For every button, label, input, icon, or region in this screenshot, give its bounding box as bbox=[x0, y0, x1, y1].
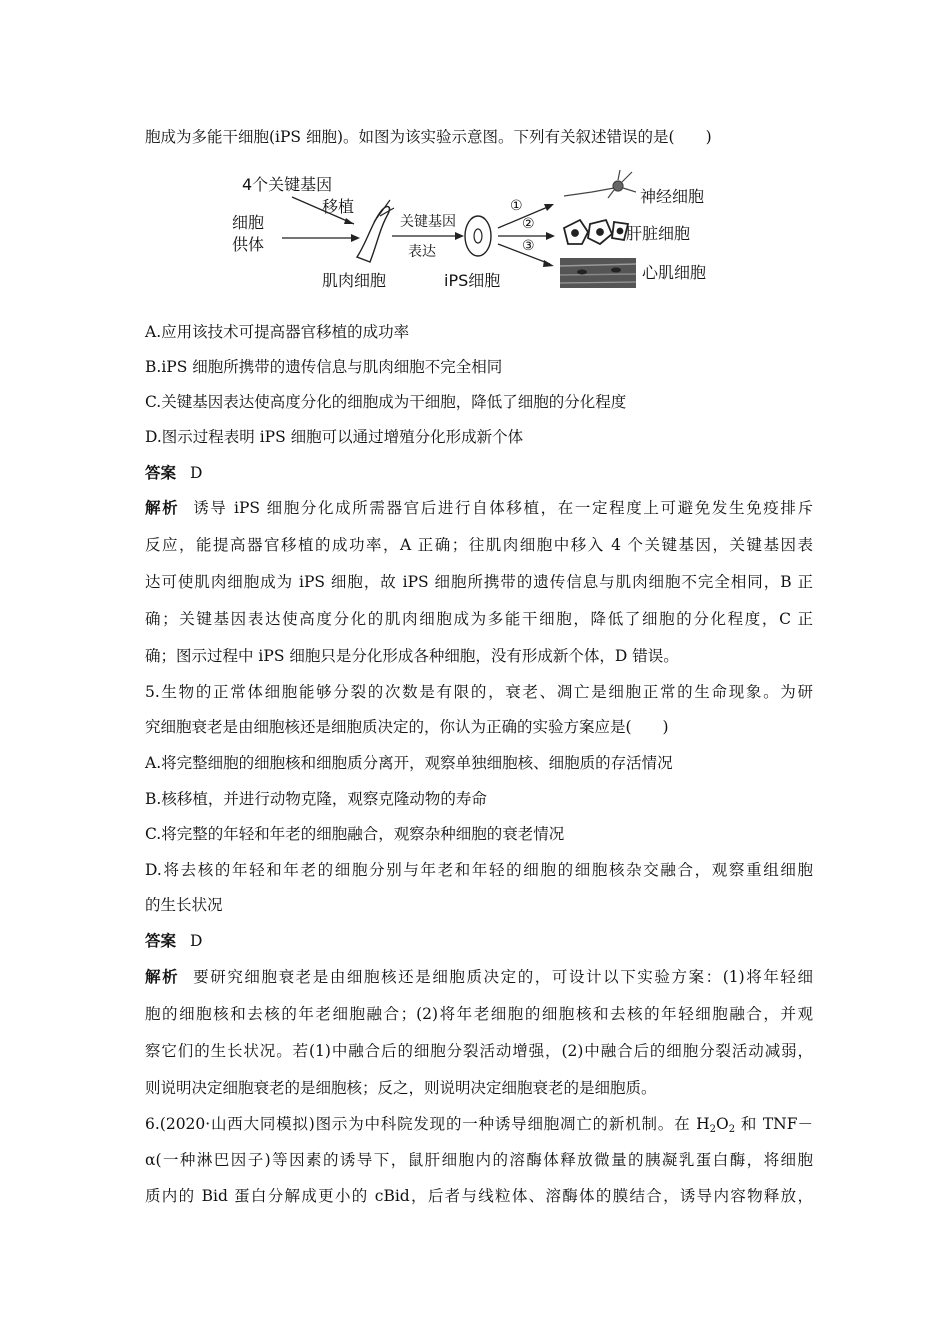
q4-option-d: D.图示过程表明 iPS 细胞可以通过增殖分化形成新个体 bbox=[145, 428, 524, 446]
q6-line1-part2: 和 TNF－ bbox=[735, 1115, 814, 1133]
q4-analysis-line-4: 确；关键基因表达使高度分化的肌肉细胞成为多能干细胞，降低了细胞的分化程度，C 正 bbox=[145, 610, 813, 628]
q4-answer bbox=[145, 462, 813, 484]
q6-o-subscript: 2 bbox=[728, 1124, 736, 1135]
arrow-head-r1 bbox=[544, 204, 554, 211]
arrow-head-3 bbox=[455, 232, 464, 240]
q5-option-b: B.核移植，并进行动物克隆，观察克隆动物的寿命 bbox=[145, 790, 487, 808]
q4-option-b: B.iPS 细胞所携带的遗传信息与肌肉细胞不完全相同 bbox=[145, 358, 503, 376]
label-donor-2: 供体 bbox=[232, 235, 265, 254]
muscle-cell-shape bbox=[357, 207, 389, 262]
label-route-2: ② bbox=[522, 216, 535, 232]
q5-option-c: C.将完整的年轻和年老的细胞融合，观察杂种细胞的衰老情况 bbox=[145, 825, 565, 843]
liver-cells-image bbox=[564, 220, 628, 244]
q6-o-letter: O bbox=[716, 1115, 729, 1133]
label-ips-cell: iPS细胞 bbox=[444, 271, 501, 290]
q5-option-a: A.将完整细胞的细胞核和细胞质分离开，观察单独细胞核、细胞质的存活情况 bbox=[145, 754, 673, 772]
label-four-key-genes: 4个关键基因 bbox=[242, 175, 333, 194]
q4-analysis-line-5: 确；图示过程中 iPS 细胞只是分化形成各种细胞，没有形成新个体，D 错误。 bbox=[145, 647, 679, 665]
arrow-head-1 bbox=[344, 218, 354, 224]
label-key-gene: 关键基因 bbox=[400, 214, 456, 230]
q5-answer-value: D bbox=[190, 932, 203, 950]
neuron-image bbox=[564, 170, 636, 198]
q6-stem-line-1 bbox=[145, 1113, 813, 1135]
q4-answer-label: 答案 bbox=[145, 463, 177, 482]
q4-analysis-line-1 bbox=[145, 497, 813, 519]
ips-cell-outer bbox=[465, 216, 491, 256]
label-neuron: 神经细胞 bbox=[640, 187, 705, 206]
q5-analysis-label: 解析 bbox=[145, 967, 180, 986]
arrow-head-r2 bbox=[546, 232, 555, 240]
q5-option-d-cont: 的生长状况 bbox=[145, 896, 223, 914]
label-liver: 肝脏细胞 bbox=[626, 224, 691, 243]
q5-analysis-line-2: 胞的细胞核和去核的年老细胞融合；(2)将年老细胞的细胞核和去核的年轻细胞融合，并观 bbox=[145, 1005, 813, 1023]
q5-option-d: D.将去核的年轻和年老的细胞分别与年老和年轻的细胞的细胞核杂交融合，观察重组细胞 bbox=[145, 861, 813, 879]
q5-analysis-line-1 bbox=[145, 966, 813, 988]
q5-answer-label: 答案 bbox=[145, 931, 177, 950]
arrow-head-2 bbox=[351, 234, 360, 242]
label-donor-1: 细胞 bbox=[232, 213, 265, 232]
q5-analysis-text-1: 要研究细胞衰老是由细胞核还是细胞质决定的，可设计以下实验方案：(1)将年轻细 bbox=[193, 968, 813, 986]
q4-analysis-label: 解析 bbox=[145, 498, 180, 517]
label-transplant: 移植 bbox=[322, 197, 355, 216]
q5-stem-line-1: 5.生物的正常体细胞能够分裂的次数是有限的，衰老、凋亡是细胞正常的生命现象。为研 bbox=[145, 683, 813, 701]
muscle-cell-branch bbox=[374, 200, 394, 222]
label-heart: 心肌细胞 bbox=[642, 263, 707, 282]
q5-answer bbox=[145, 930, 813, 952]
q4-option-c: C.关键基因表达使高度分化的细胞成为干细胞，降低了细胞的分化程度 bbox=[145, 393, 627, 411]
ips-cell-diagram bbox=[222, 162, 732, 302]
q6-stem-line-2: α(一种淋巴因子)等因素的诱导下，鼠肝细胞内的溶酶体释放微量的胰凝乳蛋白酶，将细胞 bbox=[145, 1151, 813, 1169]
cardiac-muscle-image bbox=[560, 258, 636, 288]
label-muscle-cell: 肌肉细胞 bbox=[322, 271, 387, 290]
q6-line1-part1: 6.(2020·山西大同模拟)图示为中科院发现的一种诱导细胞凋亡的新机制。在 H bbox=[145, 1115, 710, 1133]
q4-analysis-line-3: 达可使肌肉细胞成为 iPS 细胞，故 iPS 细胞所携带的遗传信息与肌肉细胞不完全相同，B 正 bbox=[145, 573, 813, 591]
q6-h-subscript: 2 bbox=[709, 1124, 717, 1135]
q4-analysis-text-1: 诱导 iPS 细胞分化成所需器官后进行自体移植，在一定程度上可避免发生免疫排斥 bbox=[193, 499, 813, 517]
q4-answer-value: D bbox=[190, 464, 203, 482]
q5-analysis-line-4: 则说明决定细胞衰老的是细胞核；反之，则说明决定细胞衰老的是细胞质。 bbox=[145, 1079, 657, 1097]
label-expression: 表达 bbox=[408, 244, 436, 260]
q5-analysis-line-3: 察它们的生长状况。若(1)中融合后的细胞分裂活动增强，(2)中融合后的细胞分裂活动减弱， bbox=[145, 1042, 813, 1060]
q6-stem-line-3: 质内的 Bid 蛋白分解成更小的 cBid，后者与线粒体、溶酶体的膜结合，诱导内容物释放， bbox=[145, 1187, 813, 1205]
arrow-head-r3 bbox=[543, 260, 554, 267]
q4-option-a: A.应用该技术可提高器官移植的成功率 bbox=[145, 323, 410, 341]
label-route-1: ① bbox=[510, 198, 523, 214]
q4-analysis-line-2: 反应，能提高器官移植的成功率，A 正确；往肌肉细胞中移入 4 个关键基因，关键基因表 bbox=[145, 536, 813, 554]
q5-stem-line-2: 究细胞衰老是由细胞核还是细胞质决定的，你认为正确的实验方案应是( ) bbox=[145, 718, 669, 736]
label-route-3: ③ bbox=[522, 238, 535, 254]
question-4-stem-tail: 胞成为多能干细胞(iPS 细胞)。如图为该实验示意图。下列有关叙述错误的是( ) bbox=[145, 128, 712, 146]
